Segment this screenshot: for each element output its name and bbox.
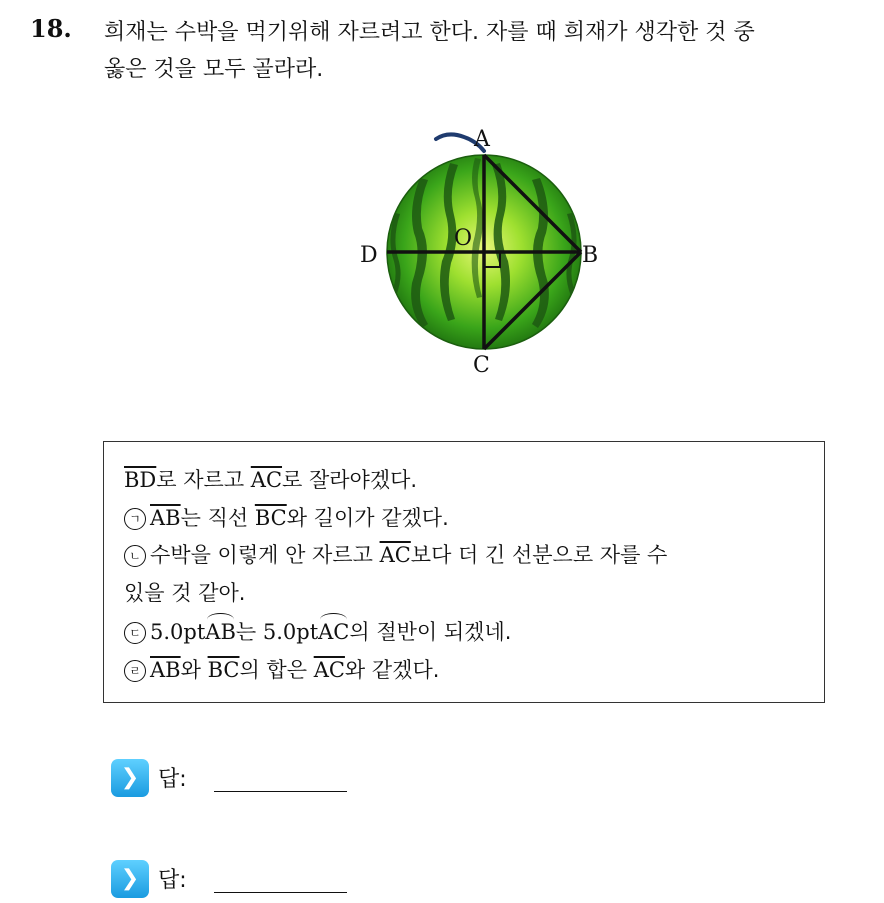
question-line-2: 옳은 것을 모두 골라라. [104,57,324,82]
option-2-continued: 있을 것 같아. [124,581,246,605]
answer-label: 답: [158,767,187,792]
label-c: C [473,353,490,378]
option-mark: ㄹ [124,660,146,682]
option-mark: ㄱ [124,508,146,530]
segment-bc: $\overline{BC}$ [207,658,240,682]
segment-bc: $\overline{BC}$ [254,506,287,530]
label-a: A [474,127,490,152]
arc-ac: AC [318,620,350,644]
answer-blank[interactable] [214,791,347,792]
option-mark: ㄷ [124,622,146,644]
arc-ab: AB [205,620,236,644]
question-line-1: 희재는 수박을 먹기위해 자르려고 한다. 자를 때 희재가 생각한 것 중 [104,20,755,45]
watermelon-figure [350,118,620,380]
option-3: ㄷ 5.0ptAB는 5.0ptAC의 절반이 되겠네. [124,616,511,646]
segment-ac: $\overline{AC}$ [250,468,283,492]
answer-row-2 [111,860,391,900]
segment-ac: $\overline{AC}$ [379,543,411,567]
option-intro: $\overline{BD}$로 자르고 $\overline{AC}$로 잘라야겠다. [124,468,418,492]
question-text [104,14,874,88]
options-box [103,441,825,703]
segment-bd: $\overline{BD}$ [124,468,157,492]
option-mark: ㄴ [124,545,146,567]
label-d: D [360,243,378,268]
question-number: 18. [30,14,72,43]
label-o: O [454,226,473,251]
chevron-right-icon: ❯ [111,759,149,797]
option-4: ㄹ $\overline{AB}$와 $\overline{BC}$의 합은 $\overline{AC}$와 같겠다. [124,654,439,684]
label-b: B [582,243,599,268]
answer-blank[interactable] [214,892,347,893]
segment-ab: $\overline{AB}$ [150,506,181,530]
answer-row-1 [111,759,391,799]
segment-ac: $\overline{AC}$ [313,658,345,682]
segment-ab: $\overline{AB}$ [150,658,181,682]
option-2: ㄴ 수박을 이렇게 안 자르고 $\overline{AC}$보다 더 긴 선분으로 자를 수 [124,539,667,569]
chevron-right-icon: ❯ [111,860,149,898]
option-1: ㄱ $\overline{AB}$는 직선 $\overline{BC}$와 길이가 같겠다. [124,502,449,532]
answer-label: 답: [158,868,187,893]
